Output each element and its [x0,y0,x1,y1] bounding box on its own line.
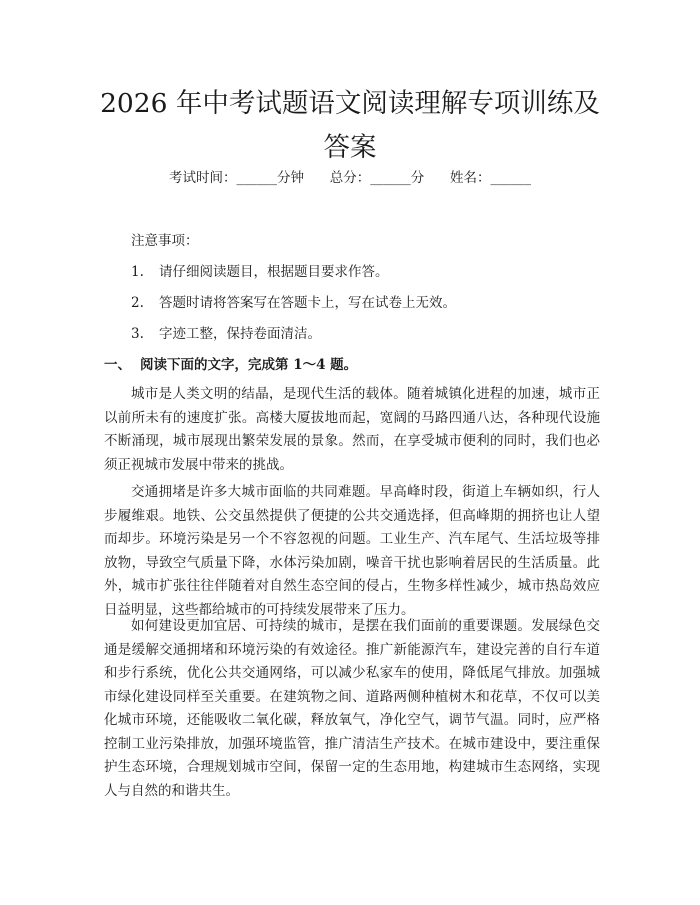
passage-paragraph: 交通拥堵是许多大城市面临的共同难题。早高峰时段，街道上车辆如织，行人步履维艰。地铁、公交虽然提供了便捷的公共交通选择，但高峰期的拥挤也让人望而却步。环境污染是另一个不容忽视的问题。工业生产、汽车尾气、生活垃圾等排放物，导致空气质量下降，水体污染加剧，噪音干扰也影响着居民的生活质量。此外，城市扩张往往伴随着对自然生态空间的侵占，生物多样性减少，城市热岛效应日益明显，这些都给城市的可持续发展带来了压力。 [104,484,600,618]
notice-item-text: 字迹工整，保持卷面清洁。 [159,326,321,342]
passage-paragraph: 如何建设更加宜居、可持续的城市，是摆在我们面前的重要课题。发展绿色交通是缓解交通拥堵和环境污染的有效途径。推广新能源汽车，建设完善的自行车道和步行系统，优化公共交通网络，可以减少私家车的使用，降低尾气排放。加强城市绿化建设同样至关重要。在建筑物之间、道路两侧种植树木和花草，不仅可以美化城市环境，还能吸收二氧化碳，释放氧气，净化空气，调节气温。同时，应严格控制工业污染排放，加强环境监管，推广清洁生产技术。在城市建设中，要注重保护生态环境，合理规划城市空间，保留一定的生态用地，构建城市生态网络，实现人与自然的和谐共生。 [104,618,600,799]
notice-label: 注意事项： [131,233,199,249]
document-title: 2026 年中考试题语文阅读理解专项训练及答案 [100,88,600,163]
section-heading [104,355,357,375]
section-heading-text: 阅读下面的文字，完成第 1～4 题。 [140,357,358,373]
notice-item [131,262,389,282]
notice-item [131,324,321,344]
notice-item-number: 3. [131,326,144,342]
notice-item [131,293,456,313]
notice-item-number: 2. [131,295,144,311]
notice-item-text: 请仔细阅读题目，根据题目要求作答。 [159,264,389,280]
section-number: 一、 [104,357,131,373]
passage-paragraph: 城市是人类文明的结晶，是现代生活的载体。随着城镇化进程的加速，城市正以前所未有的速度扩张。高楼大厦拔地而起，宽阔的马路四通八达，各种现代设施不断涌现，城市展现出繁荣发展的景象。然而，在享受城市便利的同时，我们也必须正视城市发展中带来的挑战。 [104,386,600,473]
notice-item-number: 1. [131,264,144,280]
exam-info-line: 考试时间：______分钟 总分：______分 姓名：______ [169,170,531,186]
notice-item-text: 答题时请将答案写在答题卡上，写在试卷上无效。 [159,295,456,311]
